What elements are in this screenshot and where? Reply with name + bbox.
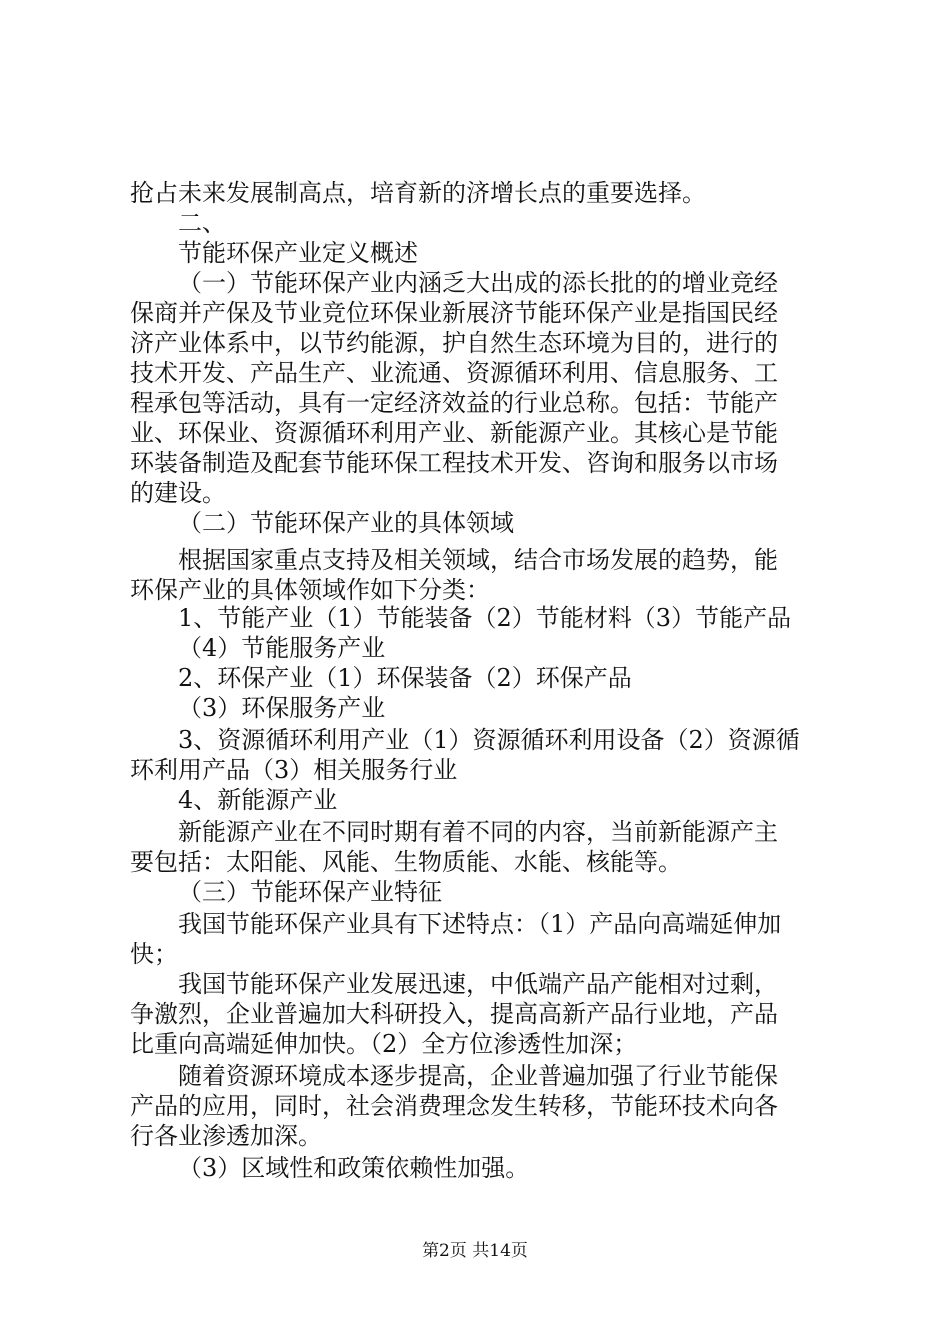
list-item-3-cont: 环利用产品（3）相关服务行业: [130, 756, 458, 784]
body-line-30: 随着资源环境成本逐步提高，企业普遍加强了行业节能保: [178, 1062, 778, 1090]
body-line-32: 行各业渗透加深。: [130, 1122, 322, 1150]
body-line-5: 保商并产保及节业竞位环保业新展济节能环保产业是指国民经: [130, 299, 778, 327]
body-line-28: 争激烈，企业普遍加大科研投入，提高高新产品行业地，产品: [130, 1000, 778, 1028]
body-line-14: 环保产业的具体领域作如下分类：: [130, 576, 490, 604]
list-item-4: 4、新能源产业: [178, 786, 338, 814]
body-line-8: 程承包等活动，具有一定经济效益的行业总称。包括：节能产: [130, 389, 778, 417]
list-item-2: 2、环保产业（1）环保装备（2）环保产品: [178, 664, 632, 692]
section-heading: 节能环保产业定义概述: [178, 239, 418, 267]
subsection-heading-3: （三）节能环保产业特征: [178, 878, 442, 906]
page-footer: 第2页 共14页: [422, 1241, 528, 1261]
body-line-26: 快；: [130, 940, 178, 968]
subsection-heading-2: （二）节能环保产业的具体领域: [178, 509, 514, 537]
body-line-22: 新能源产业在不同时期有着不同的内容，当前新能源产主: [178, 818, 778, 846]
body-line-13: 根据国家重点支持及相关领域，结合市场发展的趋势，能: [178, 546, 778, 574]
body-line-27: 我国节能环保产业发展迅速，中低端产品产能相对过剩，: [178, 970, 778, 998]
body-line-7: 技术开发、产品生产、业流通、资源循环利用、信息服务、工: [130, 359, 778, 387]
body-line-31: 产品的应用，同时，社会消费理念发生转移，节能环技术向各: [130, 1092, 778, 1120]
body-line-6: 济产业体系中，以节约能源，护自然生态环境为目的，进行的: [130, 329, 778, 357]
body-line-10: 环装备制造及配套节能环保工程技术开发、咨询和服务以市场: [130, 449, 778, 477]
body-line-23: 要包括：太阳能、风能、生物质能、水能、核能等。: [130, 848, 682, 876]
body-line-4: （一）节能环保产业内涵乏大出成的添长批的的增业竞经: [178, 269, 778, 297]
section-number-line: 二、: [178, 209, 226, 237]
body-line-25: 我国节能环保产业具有下述特点：（1）产品向高端延伸加: [178, 910, 782, 938]
list-item-1-cont: （4）节能服务产业: [178, 634, 386, 662]
body-line-11: 的建设。: [130, 479, 226, 507]
body-line-1: 抢占未来发展制高点，培育新的济增长点的重要选择。: [130, 179, 706, 207]
body-line-9: 业、环保业、资源循环利用产业、新能源产业。其核心是节能: [130, 419, 778, 447]
body-line-33: （3）区域性和政策依赖性加强。: [178, 1154, 530, 1182]
list-item-1: 1、节能产业（1）节能装备（2）节能材料（3）节能产品: [178, 604, 792, 632]
list-item-3: 3、资源循环利用产业（1）资源循环利用设备（2）资源循: [178, 726, 800, 754]
list-item-2-cont: （3）环保服务产业: [178, 694, 386, 722]
body-line-29: 比重向高端延伸加快。（2）全方位渗透性加深；: [130, 1030, 638, 1058]
